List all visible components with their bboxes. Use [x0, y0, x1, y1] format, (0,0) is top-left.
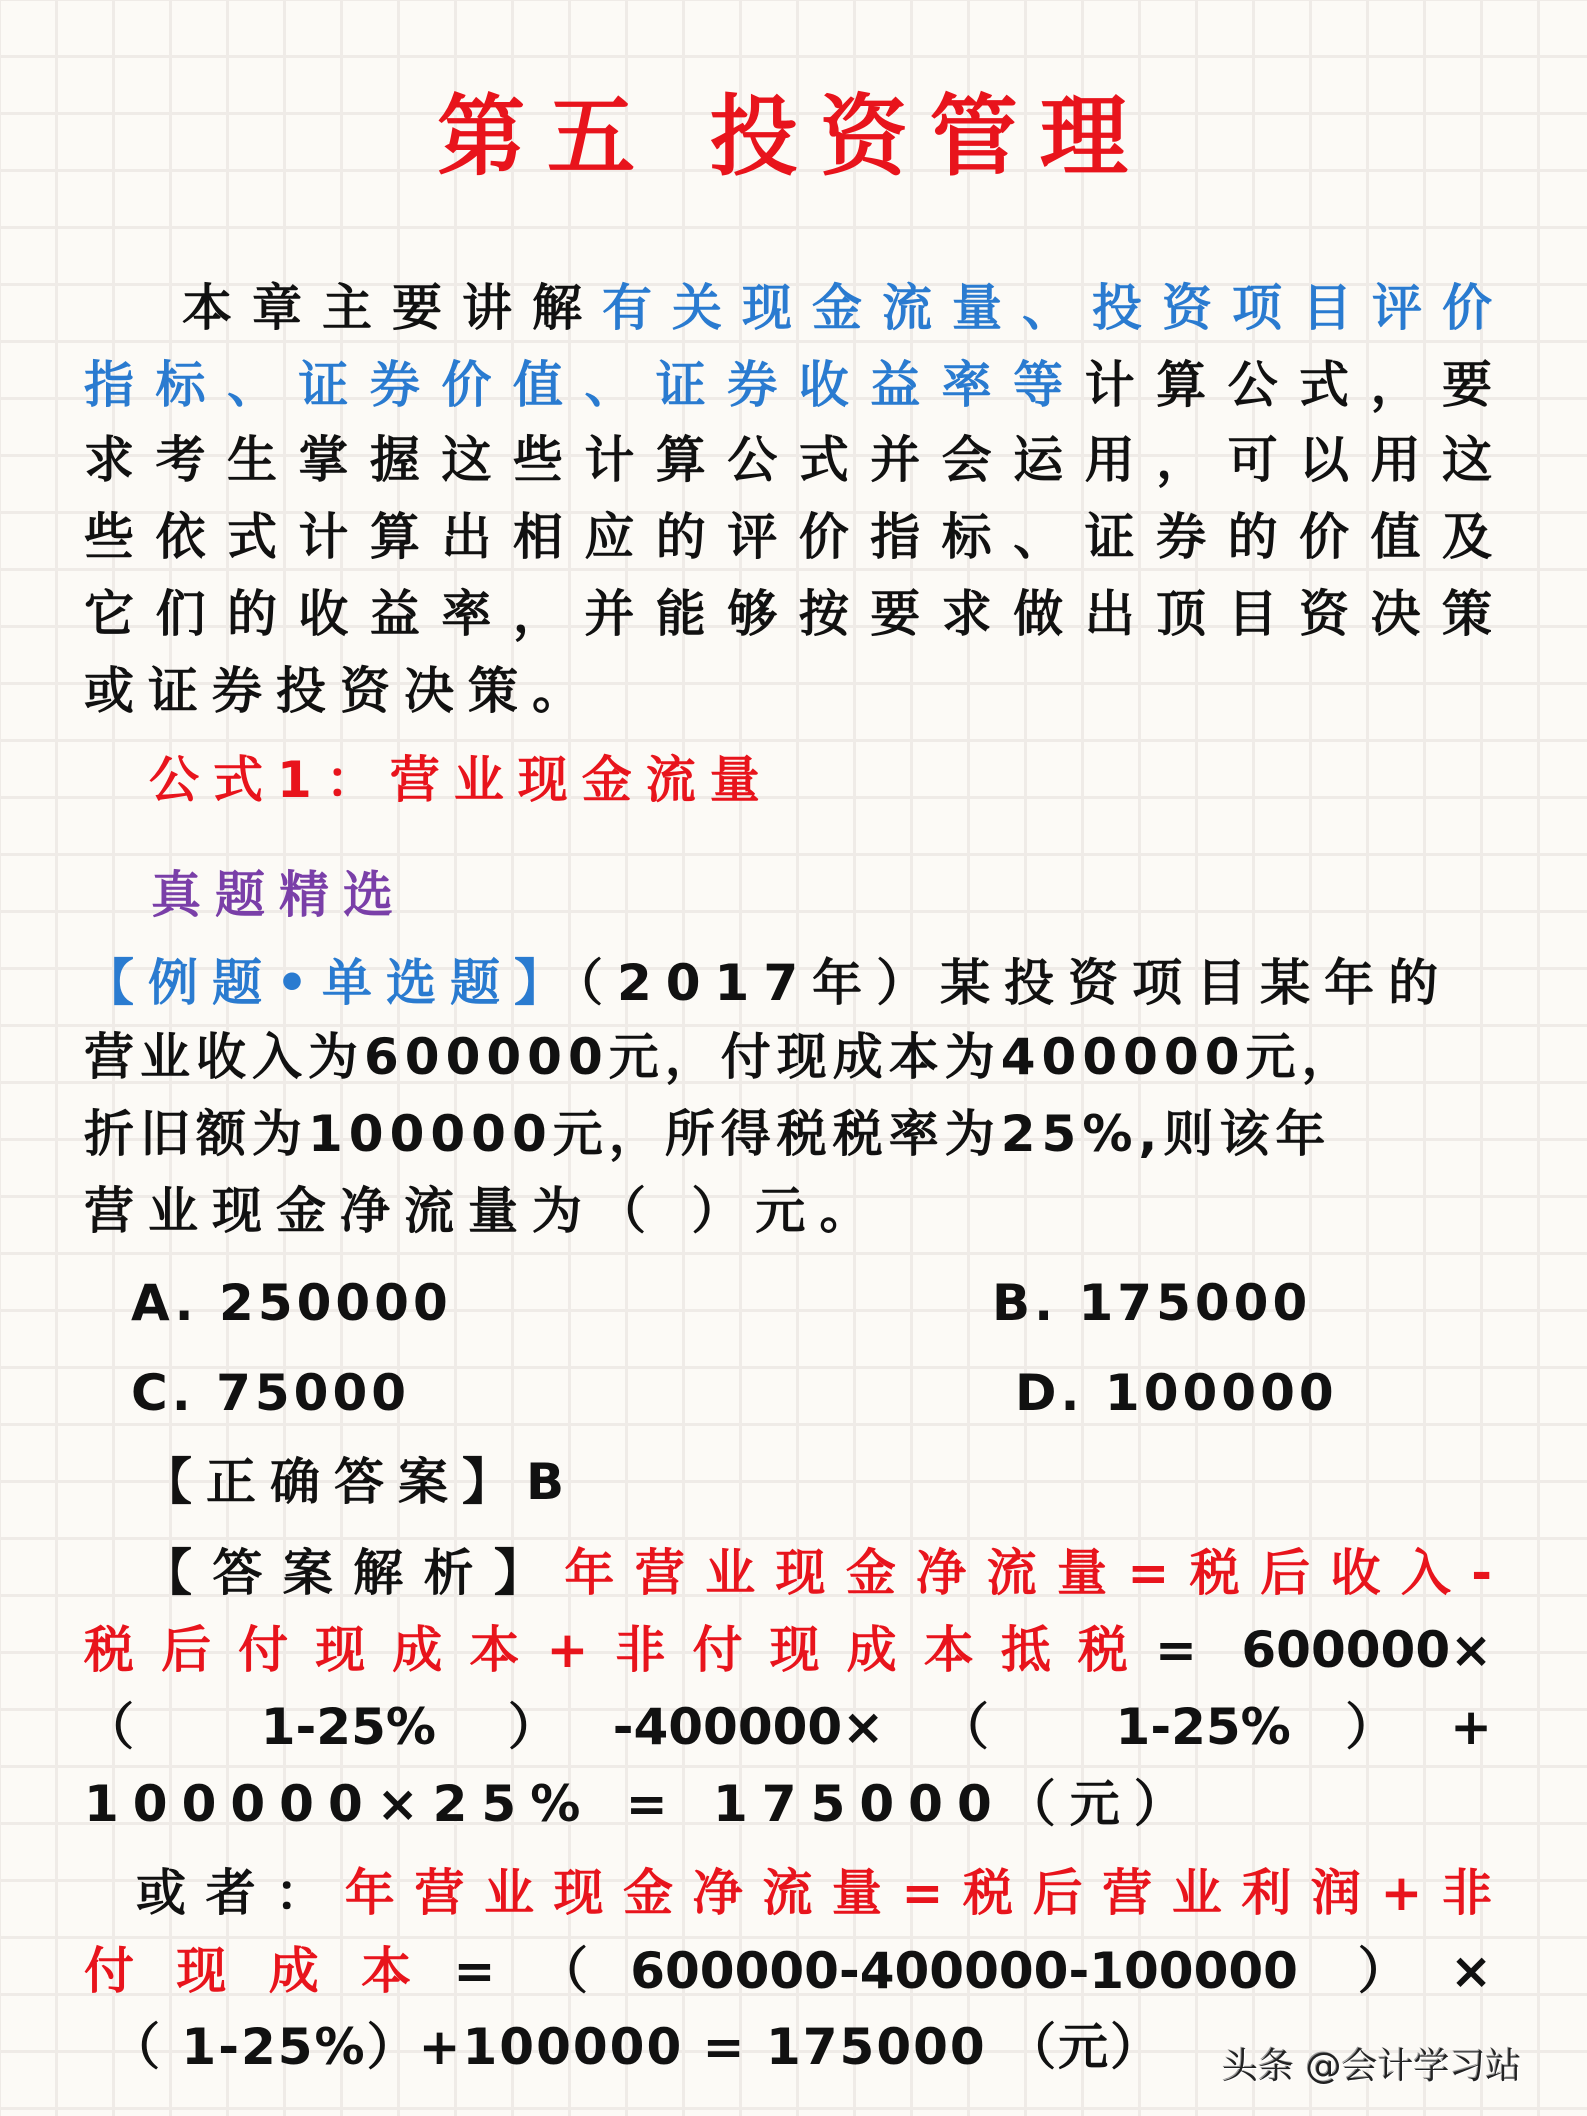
option-b: B. 175000 — [992, 1274, 1312, 1332]
analysis-line-3: （ 1-25% ）-400000×（ 1-25%）+ — [84, 1698, 1492, 1756]
intro-line — [84, 350, 1492, 420]
answer-label: 【正确答案】 — [142, 1453, 526, 1511]
intro-segment: 它们的收益率，并能够按要求做出顶目资决策 — [84, 585, 1492, 643]
alt-line-3: （ 1-25%）+100000 = 175000 （元） — [110, 2018, 1163, 2076]
analysis-line-2 — [84, 1615, 1492, 1685]
correct-answer — [142, 1447, 578, 1517]
intro-segment: 本章主要讲解 — [182, 279, 602, 337]
intro-segment: 或证券投资决策。 — [84, 662, 596, 720]
analysis-text: 年营业现金净流量=税后收入- — [564, 1544, 1492, 1602]
intro-line — [182, 273, 1492, 343]
question-line-3: 折旧额为100000元，所得税税率为25%,则该年 — [84, 1105, 1332, 1163]
intro-line — [84, 502, 1492, 572]
analysis-text: = 600000× — [1154, 1621, 1492, 1679]
question-line-4: 营业现金净流量为（ ）元。 — [84, 1182, 884, 1240]
option-c: C. 75000 — [131, 1364, 411, 1422]
section-heading: 真题精选 — [151, 866, 407, 924]
question-line-2: 营业收入为600000元，付现成本为400000元， — [84, 1028, 1358, 1086]
analysis-label: 【答案解析】 — [142, 1544, 565, 1602]
alt-line-1 — [136, 1858, 1492, 1928]
analysis-line-1 — [142, 1538, 1492, 1608]
intro-segment: 求考生掌握这些计算公式并会运用，可以用这 — [84, 431, 1492, 489]
alt-text: 付现成本 — [84, 1942, 454, 2000]
watermark: 头条 @会计学习站 — [1222, 2046, 1522, 2087]
alt-label: 或者： — [136, 1864, 345, 1922]
analysis-line-4: 100000×25% = 175000（元） — [84, 1775, 1198, 1833]
intro-segment: 指标、证券价值、证券收益率等 — [84, 356, 1085, 414]
alt-line-2 — [84, 1936, 1492, 2006]
page-title: 第五 投资管理 — [437, 85, 1150, 188]
question-text: （2017年）某投资项目某年的 — [577, 954, 1453, 1012]
option-a: A. 250000 — [131, 1274, 452, 1332]
intro-line — [84, 579, 1492, 649]
analysis-text: 税后付现成本+非付现成本抵税 — [84, 1621, 1155, 1679]
question-line-1 — [84, 948, 1492, 1018]
intro-segment: 计算公式，要 — [1084, 356, 1493, 414]
intro-segment: 些依式计算出相应的评价指标、证券的价值及 — [84, 508, 1492, 566]
question-tag: 【例题•单选题】 — [84, 954, 578, 1012]
intro-line — [84, 425, 1492, 495]
intro-line — [84, 656, 1492, 726]
answer-value: B — [526, 1453, 579, 1511]
intro-segment: 有关现金流量、投资项目评价 — [602, 279, 1492, 337]
option-d: D. 100000 — [1015, 1364, 1338, 1422]
alt-text: 年营业现金净流量=税后营业利润+非 — [344, 1864, 1493, 1922]
alt-text: =（600000-400000-100000 ）× — [453, 1942, 1493, 2000]
formula-heading: 公式1：营业现金流量 — [149, 751, 774, 809]
